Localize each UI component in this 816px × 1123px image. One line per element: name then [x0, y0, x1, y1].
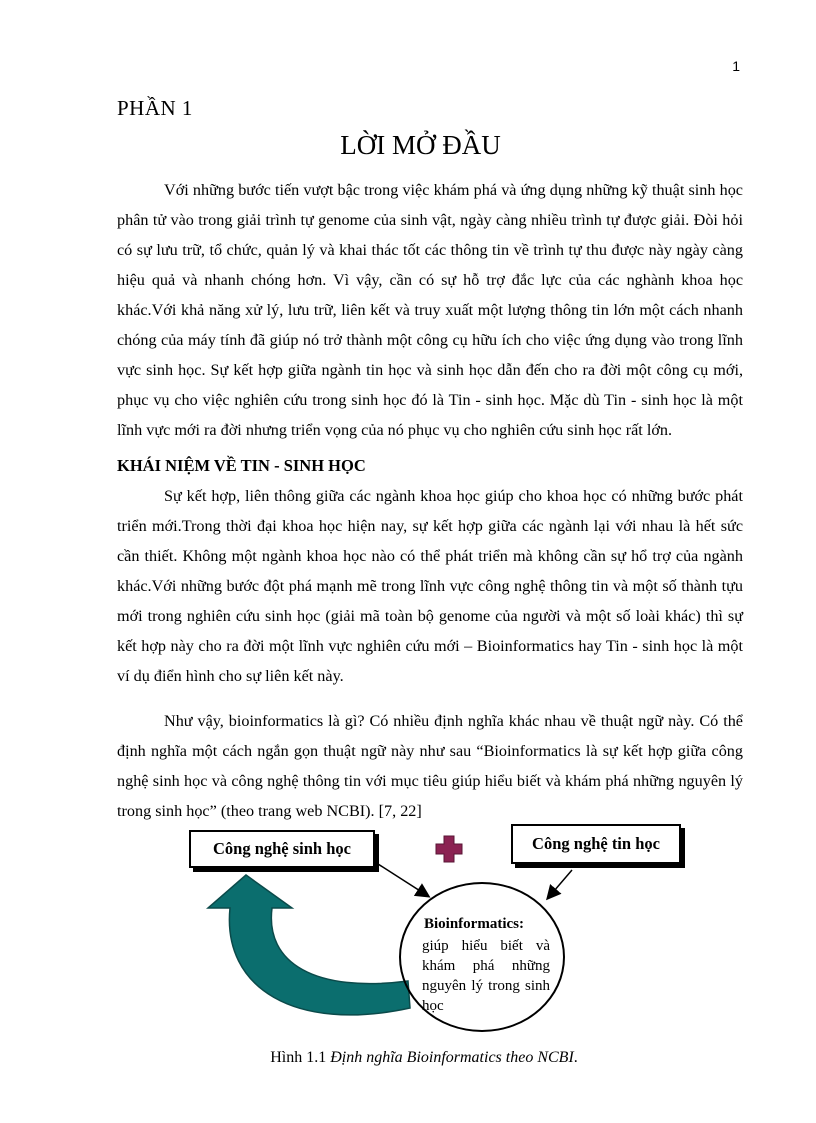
biotech-box: Công nghệ sinh học — [189, 830, 375, 868]
bioinformatics-diagram — [150, 818, 710, 1033]
intro-paragraph — [117, 175, 743, 445]
ellipse-text: giúp hiểu biết và khám phá những nguyên lý trong sinh học — [422, 938, 550, 1014]
it-box: Công nghệ tin học — [511, 824, 681, 864]
caption-suffix: . — [573, 1049, 578, 1066]
section-heading: KHÁI NIỆM VỀ TIN - SINH HỌC — [117, 456, 366, 475]
caption-prefix: Hình 1.1 — [270, 1049, 331, 1066]
arrow-right-to-center — [548, 870, 572, 898]
part-label: PHẦN 1 — [117, 96, 193, 120]
paragraph-text: Với những bước tiến vượt bậc trong việc khám phá và ứng dụng những kỹ thuật sinh học phân tử vào trong giải trình tự genome của sinh vật, ngày càng nhiều trình tự được giải. Đòi hỏi có sự lưu trữ, tổ chức, quản lý và khai thác tốt các thông tin về trình tự thu được này ngày càng hiệu quả và nhanh chóng hơn. Vì vậy, cần có sự hỗ trợ đắc lực của các nghành khoa học khác.Với khả năng xử lý, lưu trữ, liên kết và truy xuất một lượng thông tin lớn một cách nhanh chóng của máy tính đã giúp nó trở thành một công cụ hữu ích cho việc ứng dụng vào trong lĩnh vực sinh học. Sự kết hợp giữa ngành tin học và sinh học dẫn đến cho ra đời một công cụ mới, phục vụ cho việc nghiên cứu trong sinh học đó là Tin - sinh học. Mặc dù Tin - sinh học là một lĩnh vực mới ra đời nhưng triển vọng của nó phục vụ cho nghiên cứu sinh học rất lớn. — [117, 181, 743, 439]
paragraph-text: Như vậy, bioinformatics là gì? Có nhiều định nghĩa khác nhau về thuật ngữ này. Có thể định nghĩa một cách ngắn gọn thuật ngữ này như sau “Bioinformatics là sự kết hợp giữa công nghệ sinh học và công nghệ thông tin với mục tiêu giúp hiểu biết và khám phá những nguyên lý trong sinh học” (theo trang web NCBI). [7, 22] — [117, 712, 743, 820]
plus-icon — [436, 836, 462, 862]
paragraph-text: Sự kết hợp, liên thông giữa các ngành khoa học giúp cho khoa học có những bước phát triển mới.Trong thời đại khoa học hiện nay, sự kết hợp giữa các ngành lại với nhau là hết sức cần thiết. Không một ngành khoa học nào có thể phát triển mà không cần sự hổ trợ của ngành khác.Với những bước đột phá mạnh mẽ trong lĩnh vực công nghệ thông tin và một số thành tựu mới trong nghiên cứu sinh học (giải mã toàn bộ genome của người và một số loài khác) thì sự kết hợp này cho ra đời một lĩnh vực nghiên cứu mới – Bioinformatics hay Tin - sinh học là một ví dụ điển hình cho sự liên kết này. — [117, 487, 743, 685]
cycle-arrow-icon — [208, 875, 410, 1015]
figure-caption — [0, 1049, 816, 1067]
definition-paragraph — [117, 706, 743, 826]
ellipse-title: Bioinformatics: — [424, 916, 524, 932]
page-number: 1 — [732, 58, 740, 74]
caption-italic: Định nghĩa Bioinformatics theo NCBI — [330, 1049, 574, 1066]
arrow-left-to-center — [378, 864, 428, 896]
concept-paragraph — [117, 481, 743, 691]
page-title: LỜI MỞ ĐẦU — [340, 130, 501, 160]
